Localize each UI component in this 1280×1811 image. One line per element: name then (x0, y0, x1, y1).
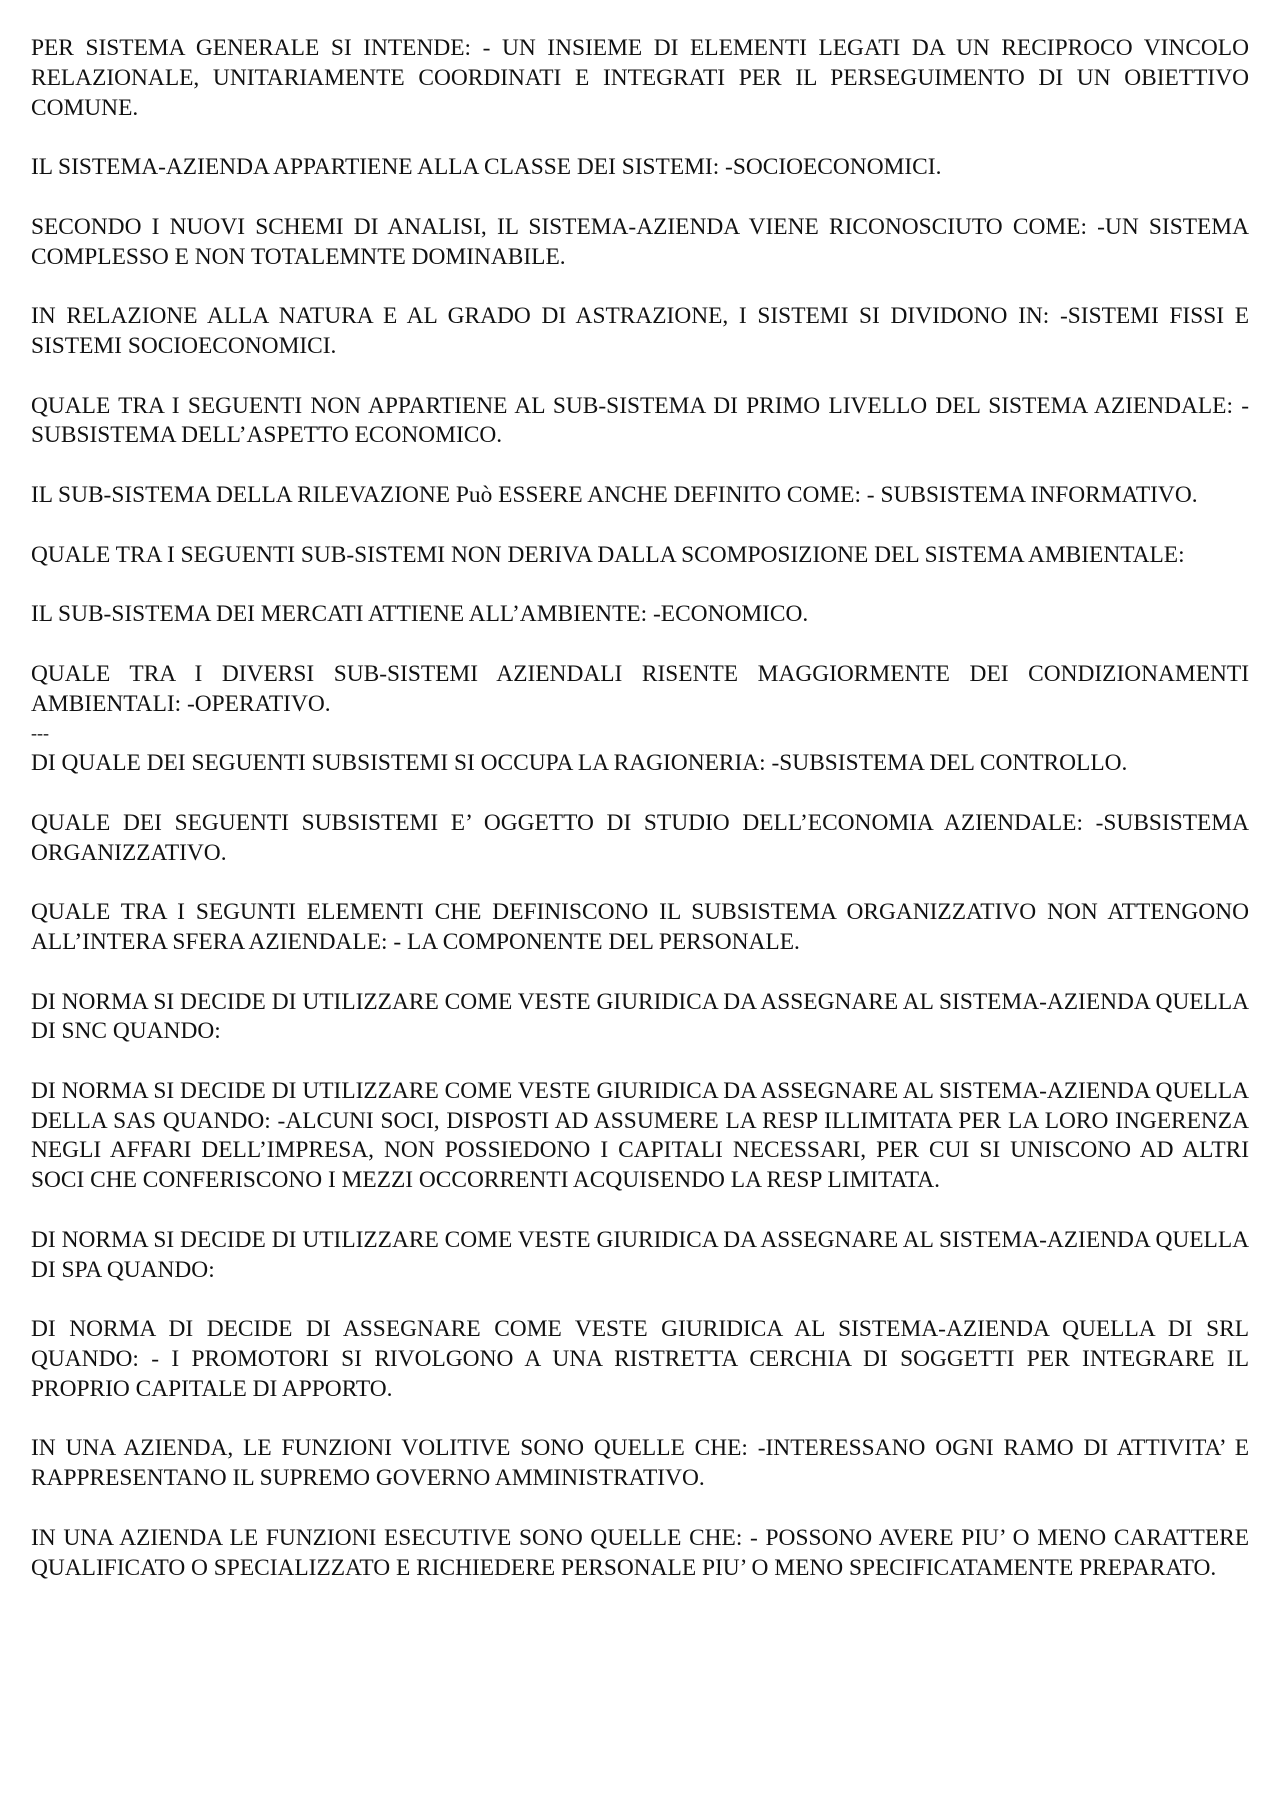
paragraph-economia-aziendale: QUALE DEI SEGUENTI SUBSISTEMI E’ OGGETTO DI STUDIO DELL’ECONOMIA AZIENDALE: -SUBSISTEMA ORGANIZZATIVO. (31, 809, 1249, 866)
separator: --- (31, 723, 49, 744)
paragraph-snc: DI NORMA SI DECIDE DI UTILIZZARE COME VESTE GIURIDICA DA ASSEGNARE AL SISTEMA-AZIENDA QUELLA DI SNC QUANDO: (31, 988, 1249, 1045)
paragraph-funzioni-esecutive: IN UNA AZIENDA LE FUNZIONI ESECUTIVE SONO QUELLE CHE: - POSSONO AVERE PIU’ O MENO CARATTERE QUALIFICATO O SPECIALIZZATO E RICHIEDERE PERSONALE PIU’ O MENO SPECIFICATAMENTE PREPARATO. (31, 1524, 1249, 1581)
paragraph-condizionamenti: QUALE TRA I DIVERSI SUB-SISTEMI AZIENDALI RISENTE MAGGIORMENTE DEI CONDIZIONAMENTI AMBIENTALI: -OPERATIVO. (31, 660, 1249, 717)
paragraph-sistema-ambientale: QUALE TRA I SEGUENTI SUB-SISTEMI NON DERIVA DALLA SCOMPOSIZIONE DEL SISTEMA AMBIENTALE: (31, 541, 1185, 568)
paragraph-mercati: IL SUB-SISTEMA DEI MERCATI ATTIENE ALL’AMBIENTE: -ECONOMICO. (31, 601, 809, 628)
paragraph-subsistema-organizzativo: QUALE TRA I SEGUNTI ELEMENTI CHE DEFINISCONO IL SUBSISTEMA ORGANIZZATIVO NON ATTENGONO ALL’INTERA SFERA AZIENDALE: - LA COMPONENTE DEL PERSONALE. (31, 899, 1249, 955)
document-page (31, 34, 1249, 1613)
paragraph-srl: DI NORMA DI DECIDE DI ASSEGNARE COME VESTE GIURIDICA AL SISTEMA-AZIENDA QUELLA DI SRL QUANDO: - I PROMOTORI SI RIVOLGONO A UNA RISTRETTA CERCHIA DI SOGGETTI PER INTEGRARE IL PROPRIO CAPITALE DI APPORTO. (31, 1316, 1249, 1402)
paragraph-ragioneria: DI QUALE DEI SEGUENTI SUBSISTEMI SI OCCUPA LA RAGIONERIA: -SUBSISTEMA DEL CONTROLLO. (31, 750, 1128, 777)
paragraph-primo-livello: QUALE TRA I SEGUENTI NON APPARTIENE AL SUB-SISTEMA DI PRIMO LIVELLO DEL SISTEMA AZIENDALE: -SUBSISTEMA DELL’ASPETTO ECONOMICO. (31, 392, 1249, 449)
paragraph-sas: DI NORMA SI DECIDE DI UTILIZZARE COME VESTE GIURIDICA DA ASSEGNARE AL SISTEMA-AZIENDA QUELLA DELLA SAS QUANDO: -ALCUNI SOCI, DISPOSTI AD ASSUMERE LA RESP ILLIMITATA PER LA LORO INGERENZA NEGLI AFFARI DELL’IMPRESA, NON POSSIEDONO I CAPITALI NECESSARI, PER CUI SI UNISCONO AD ALTRI SOCI CHE CONFERISCONO I MEZZI OCCORRENTI ACQUISENDO LA RESP LIMITATA. (31, 1077, 1249, 1194)
paragraph-funzioni-volitive: IN UNA AZIENDA, LE FUNZIONI VOLITIVE SONO QUELLE CHE: -INTERESSANO OGNI RAMO DI ATTIVITA’ E RAPPRESENTANO IL SUPREMO GOVERNO AMMINISTRATIVO. (31, 1435, 1249, 1492)
paragraph-rilevazione: IL SUB-SISTEMA DELLA RILEVAZIONE Può ESSERE ANCHE DEFINITO COME: - SUBSISTEMA INFORMATIVO. (31, 481, 1198, 508)
paragraph-nuovi-schemi: SECONDO I NUOVI SCHEMI DI ANALISI, IL SISTEMA-AZIENDA VIENE RICONOSCIUTO COME: -UN SISTEMA COMPLESSO E NON TOTALEMNTE DOMINABILE. (31, 213, 1249, 270)
paragraph-spa: DI NORMA SI DECIDE DI UTILIZZARE COME VESTE GIURIDICA DA ASSEGNARE AL SISTEMA-AZIENDA QUELLA DI SPA QUANDO: (31, 1226, 1249, 1283)
paragraph-sistema-generale: PER SISTEMA GENERALE SI INTENDE: - UN INSIEME DI ELEMENTI LEGATI DA UN RECIPROCO VINCOLO RELAZIONALE, UNITARIAMENTE COORDINATI E INTEGRATI PER IL PERSEGUIMENTO DI UN OBIETTIVO COMUNE. (31, 35, 1249, 121)
paragraph-natura-astrazione: IN RELAZIONE ALLA NATURA E AL GRADO DI ASTRAZIONE, I SISTEMI SI DIVIDONO IN: -SISTEMI FISSI E SISTEMI SOCIOECONOMICI. (31, 303, 1249, 359)
paragraph-classe-sistemi: IL SISTEMA-AZIENDA APPARTIENE ALLA CLASSE DEI SISTEMI: -SOCIOECONOMICI. (31, 154, 942, 181)
